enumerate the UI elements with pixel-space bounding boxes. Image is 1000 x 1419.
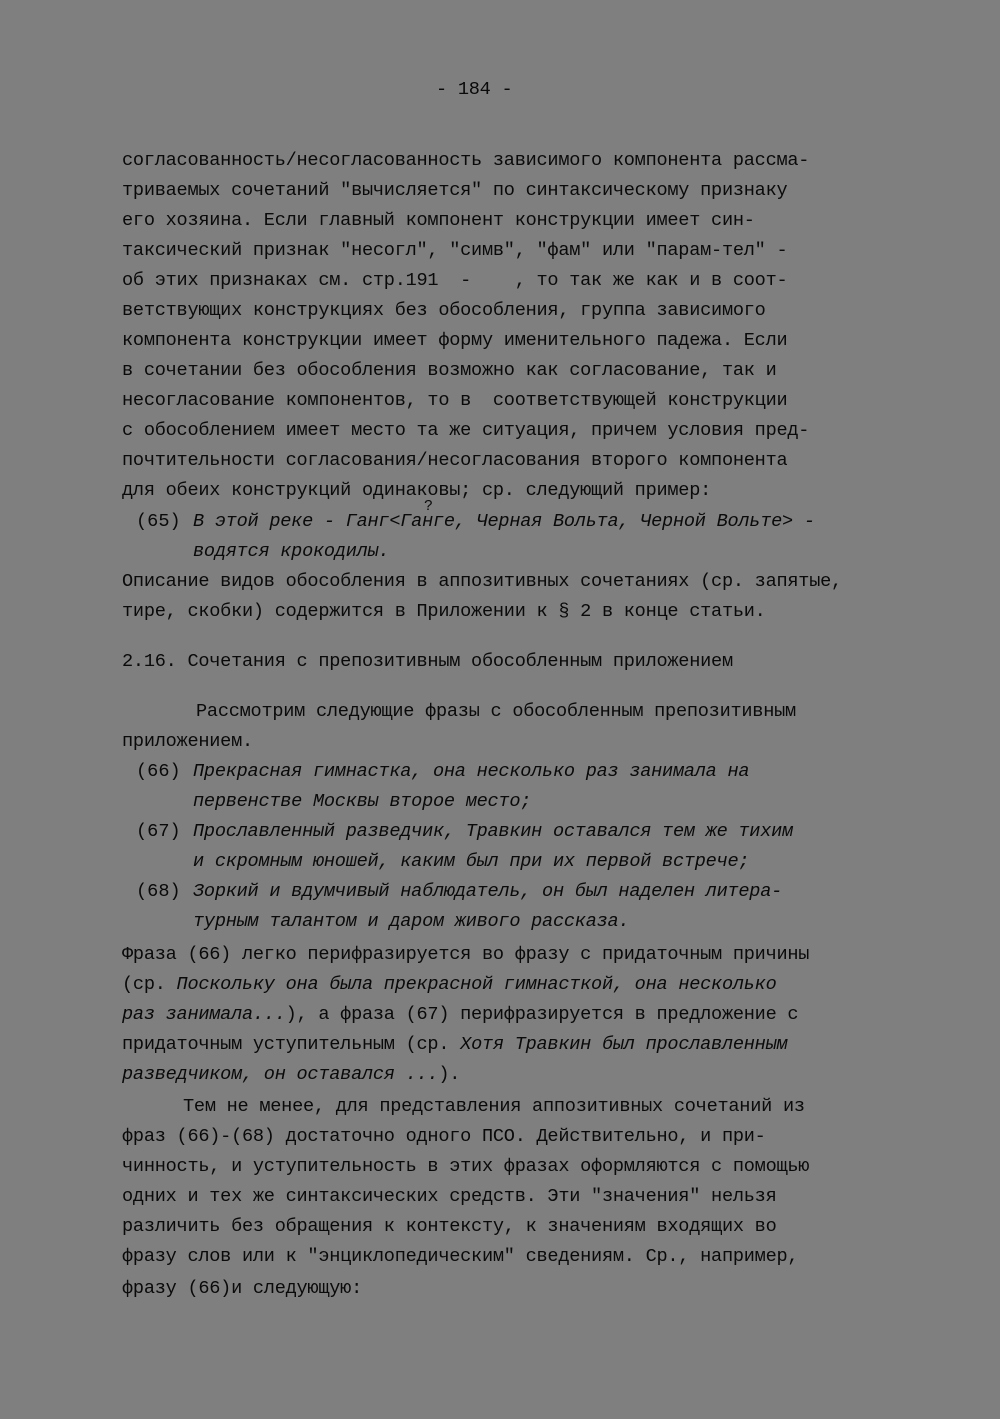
body-line: различить без обращения к контексту, к значениям входящих во [122,1216,777,1237]
example-text: Прекрасная гимнастка, она несколько раз занимала на [193,761,750,782]
body-line: Тем не менее, для представления аппозитивных сочетаний из [183,1096,805,1117]
body-line: фразу (66)и следующую: [122,1278,362,1299]
body-line: чинность, и уступительность в этих фразах оформляются с помощью [122,1156,810,1177]
body-line [122,1060,460,1090]
example-text: и скромным юношей, каким был при их первой встрече; [193,851,750,872]
body-line: фраз (66)-(68) достаточно одного ПСО. Действительно, и при- [122,1126,766,1147]
example-number: (67) [136,821,181,842]
example-number: (68) [136,881,181,902]
example-text: первенстве Москвы второе место; [193,791,532,812]
italic-run: раз занимала... [122,1004,286,1025]
example-text: Зоркий и вдумчивый наблюдатель, он был наделен литера- [193,881,783,902]
body-line: для обеих конструкций одинаковы; ср. следующий пример: [122,480,712,501]
body-line: согласованность/несогласованность зависимого компонента рассма- [122,150,810,171]
body-line: ветствующих конструкциях без обособления, группа зависимого [122,300,766,321]
example-text: Прославленный разведчик, Травкин оставался тем же тихим [193,821,793,842]
body-line: одних и тех же синтаксических средств. Эти "значения" нельзя [122,1186,777,1207]
body-line: об этих признаках см. стр.191 - , то так же как и в соот- [122,270,788,291]
text-run: придаточным уступительным (ср. [122,1034,461,1055]
body-line: в сочетании без обособления возможно как согласование, так и [122,360,777,381]
body-line: почтительности согласования/несогласования второго компонента [122,450,788,471]
body-line: таксический признак "несогл", "симв", "фам" или "парам-тел" - [122,240,788,261]
question-mark-annotation: ? [424,498,434,515]
body-line [122,970,777,1000]
body-line: компонента конструкции имеет форму именительного падежа. Если [122,330,788,351]
body-line: фразу слов или к "энциклопедическим" сведениям. Ср., например, [122,1246,799,1267]
body-line: Рассмотрим следующие фразы с обособленным препозитивным [196,701,796,722]
italic-run: разведчиком, он оставался ... [122,1064,439,1085]
section-heading: 2.16. Сочетания с препозитивным обособленным приложением [122,651,733,672]
italic-run: Хотя Травкин был прославленным [460,1034,788,1055]
example-number: (66) [136,761,181,782]
example-text: турным талантом и даром живого рассказа. [193,911,630,932]
text-run: ). [438,1064,461,1085]
body-line [122,1000,798,1030]
example-number: (65) [136,511,181,532]
body-line: тире, скобки) содержится в Приложении к § 2 в конце статьи. [122,601,766,622]
body-line: несогласование компонентов, то в соответствующей конструкции [122,390,788,411]
example-text: В этой реке - Ганг<Ганге, Черная Вольта, Черной Вольте> - [193,511,815,532]
text-run: (ср. [122,974,177,995]
body-line: с обособлением имеет место та же ситуация, причем условия пред- [122,420,810,441]
body-line: приложением. [122,731,253,752]
body-line: триваемых сочетаний "вычисляется" по синтаксическому признаку [122,180,788,201]
page-number: - 184 - [436,79,513,100]
body-line [122,1030,787,1060]
body-line: Фраза (66) легко перифразируется во фразу с придаточным причины [122,944,810,965]
italic-run: Поскольку она была прекрасной гимнасткой, она несколько [176,974,777,995]
text-run: ), а фраза (67) перифразируется в предложение с [285,1004,799,1025]
body-line: его хозяина. Если главный компонент конструкции имеет син- [122,210,755,231]
example-text: водятся крокодилы. [193,541,390,562]
body-line: Описание видов обособления в аппозитивных сочетаниях (ср. запятые, [122,571,842,592]
